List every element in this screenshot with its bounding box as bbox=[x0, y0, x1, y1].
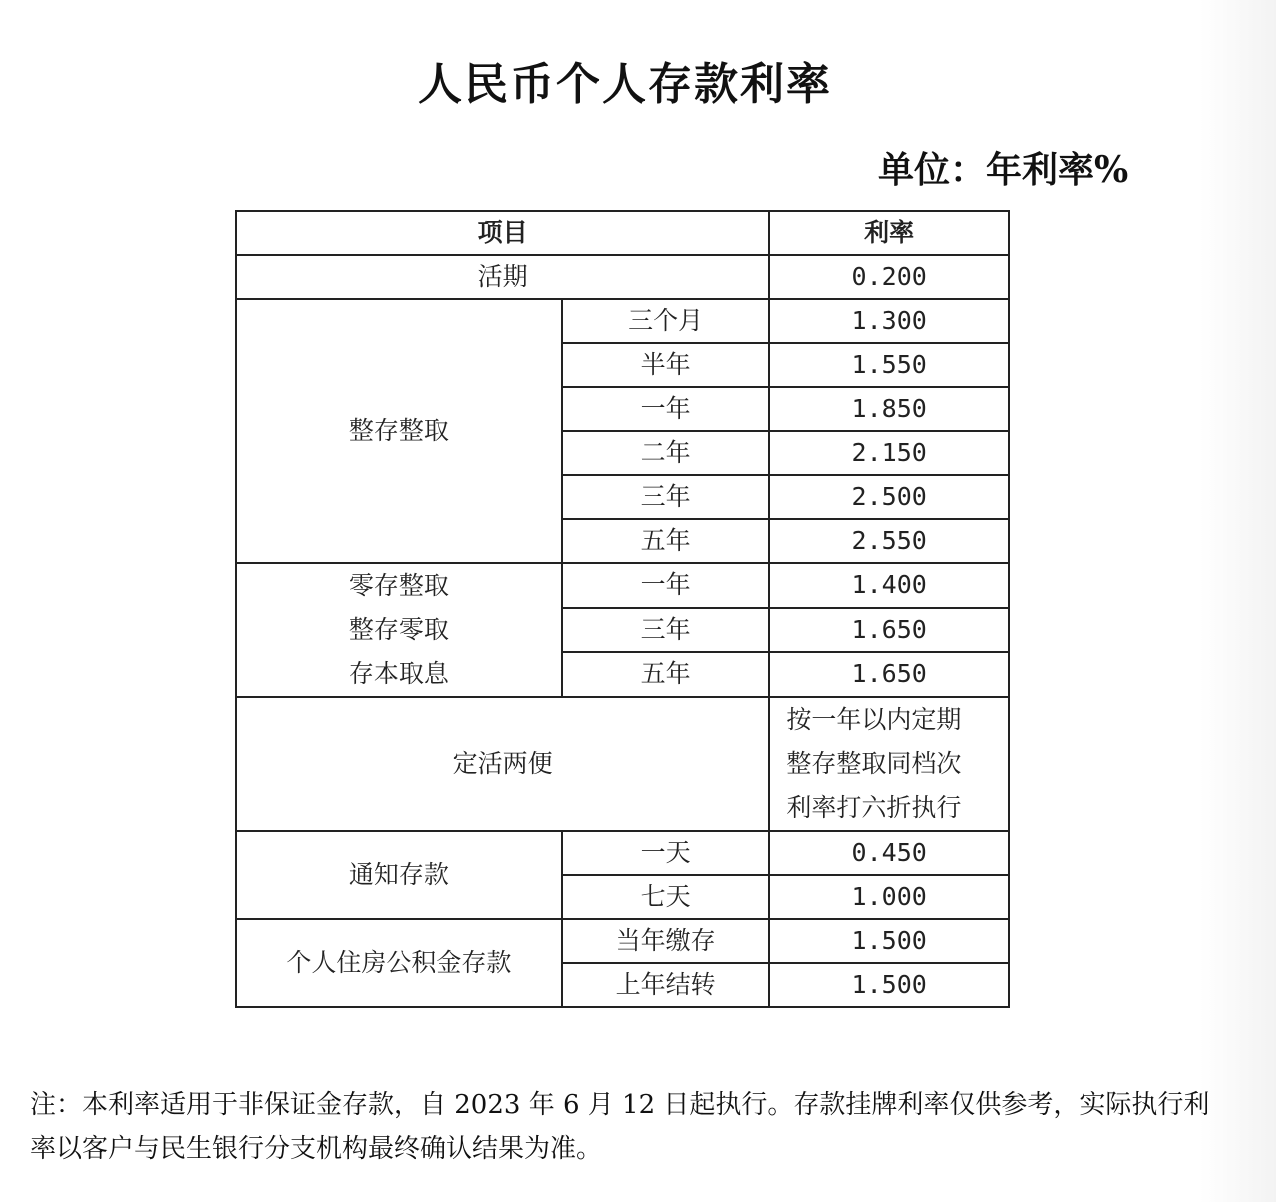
rate-cell: 1.000 bbox=[769, 875, 1009, 919]
term-cell: 三个月 bbox=[562, 299, 770, 343]
table-row bbox=[236, 299, 1009, 343]
term-cell: 上年结转 bbox=[562, 963, 770, 1007]
rate-cell: 1.500 bbox=[769, 919, 1009, 963]
term-cell: 三年 bbox=[562, 608, 770, 653]
table-row bbox=[236, 255, 1009, 299]
rate-cell: 0.450 bbox=[769, 831, 1009, 875]
page-title: 人民币个人存款利率 bbox=[418, 59, 832, 110]
installment-label-line: 整存零取 bbox=[348, 615, 449, 644]
installment-label-line: 零存整取 bbox=[348, 571, 449, 600]
table-header-row bbox=[236, 211, 1009, 255]
demand-label: 活期 bbox=[236, 255, 769, 299]
flexible-label: 定活两便 bbox=[236, 697, 769, 831]
table-row bbox=[236, 919, 1009, 963]
notice-label: 通知存款 bbox=[236, 831, 562, 919]
flexible-rate-note bbox=[769, 697, 1009, 831]
rate-cell: 2.550 bbox=[769, 519, 1009, 563]
table-row bbox=[236, 697, 1009, 831]
header-item: 项目 bbox=[236, 211, 769, 255]
unit-label: 单位：年利率% bbox=[878, 149, 1129, 191]
rate-cell: 1.400 bbox=[769, 563, 1009, 608]
term-cell: 五年 bbox=[562, 519, 770, 563]
term-cell: 三年 bbox=[562, 475, 770, 519]
installment-label bbox=[236, 563, 562, 697]
term-cell: 一年 bbox=[562, 387, 770, 431]
term-cell: 一年 bbox=[562, 563, 770, 608]
rate-cell: 1.850 bbox=[769, 387, 1009, 431]
term-cell: 七天 bbox=[562, 875, 770, 919]
term-cell: 半年 bbox=[562, 343, 770, 387]
rate-cell: 1.500 bbox=[769, 963, 1009, 1007]
rate-cell: 2.500 bbox=[769, 475, 1009, 519]
rate-cell: 1.300 bbox=[769, 299, 1009, 343]
demand-rate: 0.200 bbox=[769, 255, 1009, 299]
header-rate: 利率 bbox=[769, 211, 1009, 255]
table-row bbox=[236, 831, 1009, 875]
term-cell: 二年 bbox=[562, 431, 770, 475]
flexible-rate-line: 整存整取同档次 bbox=[786, 749, 962, 778]
rate-cell: 2.150 bbox=[769, 431, 1009, 475]
table-row bbox=[236, 563, 1009, 608]
rate-cell: 1.650 bbox=[769, 608, 1009, 653]
lump-sum-label: 整存整取 bbox=[236, 299, 562, 563]
deposit-rate-table bbox=[235, 210, 1010, 1008]
term-cell: 一天 bbox=[562, 831, 770, 875]
footnote: 注：本利率适用于非保证金存款，自 2023 年 6 月 12 日起执行。存款挂牌利率仅供参考，实际执行利率以客户与民生银行分支机构最终确认结果为准。 bbox=[30, 1090, 1210, 1164]
term-cell: 当年缴存 bbox=[562, 919, 770, 963]
installment-label-line: 存本取息 bbox=[348, 659, 449, 688]
housing-fund-label: 个人住房公积金存款 bbox=[236, 919, 562, 1007]
flexible-rate-line: 按一年以内定期 bbox=[786, 705, 962, 734]
flexible-rate-line: 利率打六折执行 bbox=[786, 793, 962, 822]
term-cell: 五年 bbox=[562, 652, 770, 697]
rate-cell: 1.650 bbox=[769, 652, 1009, 697]
rate-cell: 1.550 bbox=[769, 343, 1009, 387]
